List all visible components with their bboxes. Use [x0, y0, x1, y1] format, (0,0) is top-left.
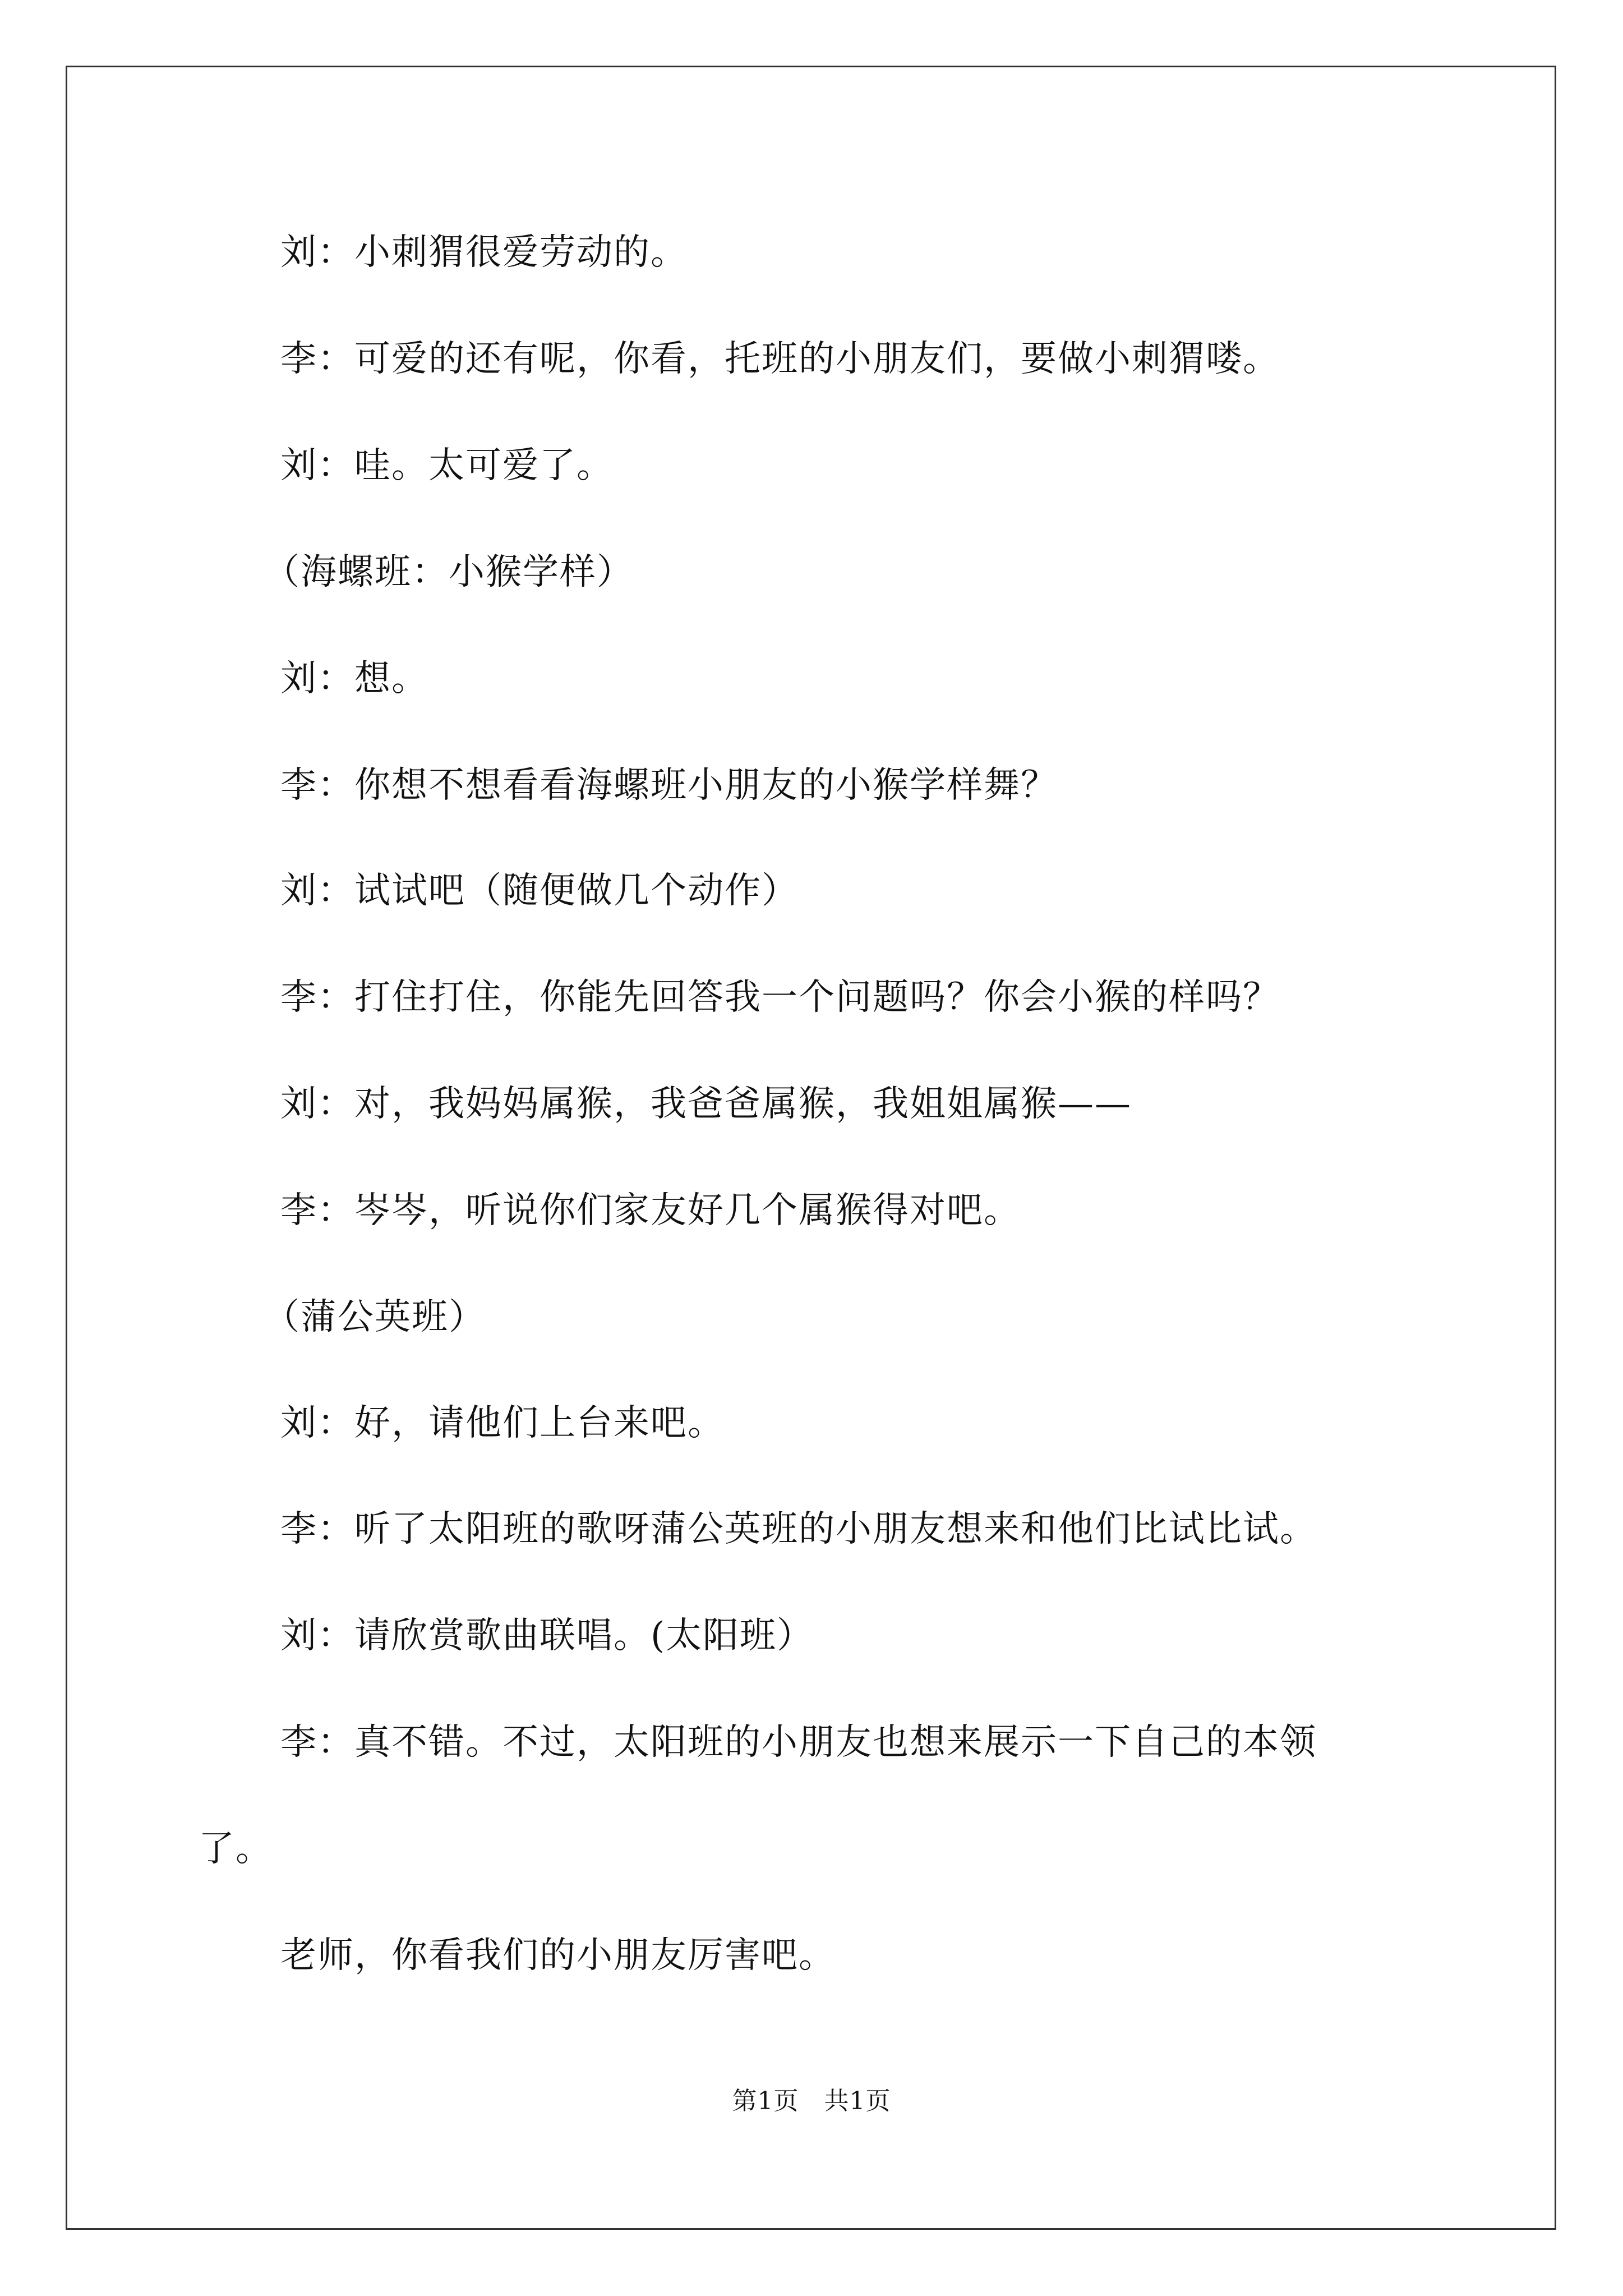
dialogue-line: 李：打住打住，你能先回答我一个问题吗？你会小猴的样吗？ [280, 977, 1280, 1018]
section-heading: （蒲公英班） [264, 1296, 486, 1338]
dialogue-line: 李：可爱的还有呢，你看，托班的小朋友们，要做小刺猬喽。 [280, 338, 1280, 380]
page-border [66, 66, 1556, 2230]
dialogue-line: 刘：哇。太可爱了。 [280, 445, 614, 486]
dialogue-line: 刘：小刺猬很爱劳动的。 [280, 232, 688, 273]
dialogue-line: 老师，你看我们的小朋友厉害吧。 [280, 1935, 836, 1976]
dialogue-line-continuation: 了。 [199, 1828, 273, 1870]
page-number: 第1页 共1页 [732, 2087, 891, 2115]
dialogue-line: 刘：试试吧（随便做几个动作） [280, 870, 799, 912]
dialogue-line: 刘：请欣赏歌曲联唱。(太阳班） [280, 1615, 814, 1657]
dialogue-line: 刘：好，请他们上台来吧。 [280, 1402, 725, 1444]
dialogue-line: 李：真不错。不过，太阳班的小朋友也想来展示一下自己的本领 [280, 1722, 1317, 1763]
dialogue-line: 李：听了太阳班的歌呀蒲公英班的小朋友想来和他们比试比试。 [280, 1508, 1317, 1550]
dialogue-line: 刘：想。 [280, 658, 428, 700]
dialogue-line: 刘：对，我妈妈属猴，我爸爸属猴，我姐姐属猴—— [280, 1083, 1132, 1125]
dialogue-line: 李：你想不想看看海螺班小朋友的小猴学样舞？ [280, 765, 1058, 806]
dialogue-line: 李：岑岑，听说你们家友好几个属猴得对吧。 [280, 1190, 1021, 1231]
section-heading: （海螺班：小猴学样） [264, 551, 634, 593]
